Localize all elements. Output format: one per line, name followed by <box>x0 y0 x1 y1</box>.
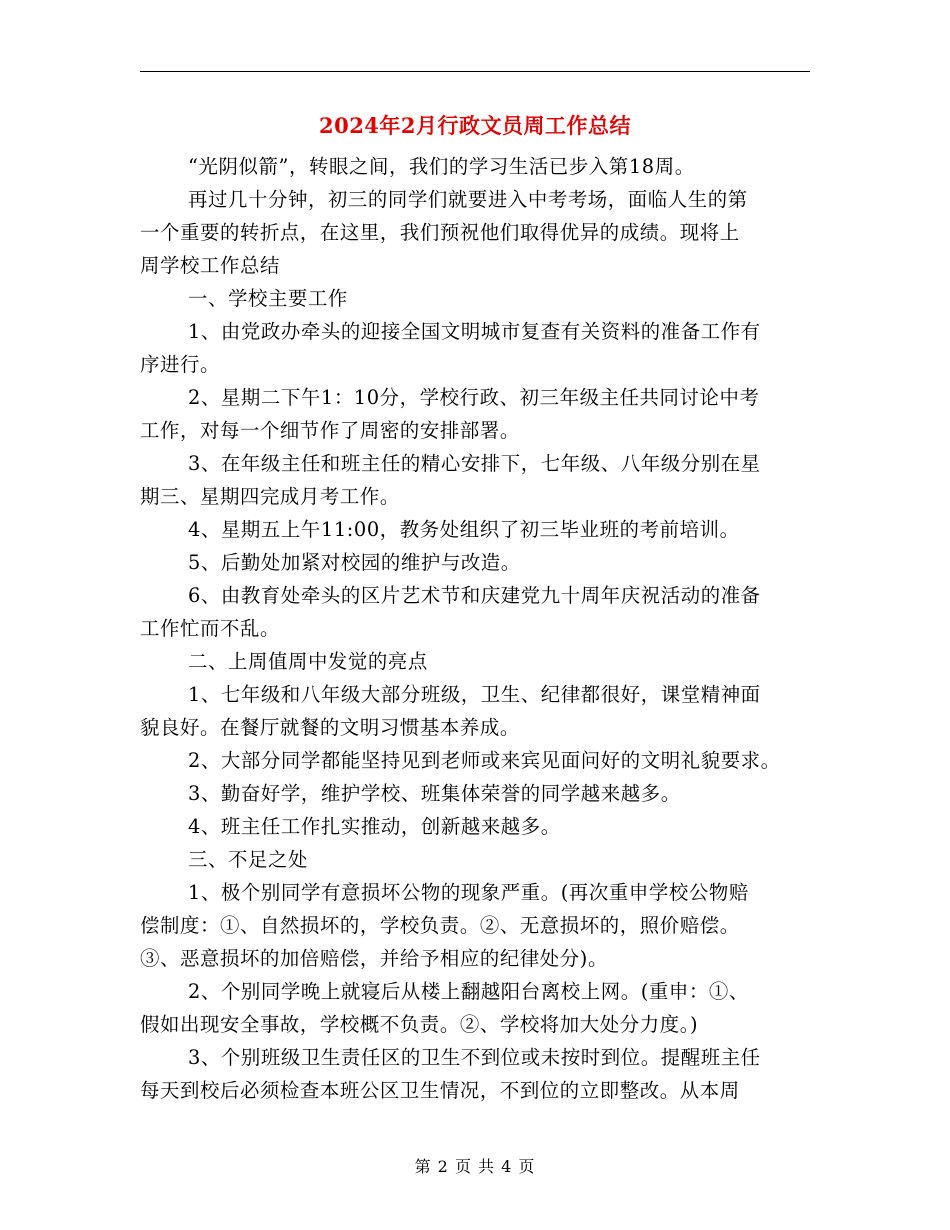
paragraph-line: ③、恶意损坏的加倍赔偿，并给予相应的纪律处分)。 <box>140 947 608 970</box>
paragraph-line: 每天到校后必须检查本班公区卫生情况，不到位的立即整改。从本周 <box>140 1079 740 1102</box>
paragraph-line: 假如出现安全事故，学校概不负责。②、学校将加大处分力度。) <box>140 1013 699 1036</box>
paragraph-line: 期三、星期四完成月考工作。 <box>140 485 400 508</box>
paragraph-line: 4、星期五上午11:00，教务处组织了初三毕业班的考前培训。 <box>188 518 740 541</box>
document-title: 2024年2月行政文员周工作总结 <box>318 113 632 138</box>
paragraph-line: “光阴似箭”，转眼之间，我们的学习生活已步入第18周。 <box>188 155 695 178</box>
paragraph-line: 貌良好。在餐厅就餐的文明习惯基本养成。 <box>140 716 520 739</box>
paragraph-line: 2、个别同学晚上就寝后从楼上翻越阳台离校上网。(重申：①、 <box>188 980 749 1003</box>
paragraph-line: 偿制度：①、自然损坏的，学校负责。②、无意损坏的，照价赔偿。 <box>140 914 740 937</box>
paragraph-line: 5、后勤处加紧对校园的维护与改造。 <box>188 551 521 574</box>
paragraph-line: 3、在年级主任和班主任的精心安排下，七年级、八年级分别在星 <box>188 452 761 475</box>
paragraph-line: 1、极个别同学有意损坏公物的现象严重。(再次重申学校公物赔 <box>188 881 749 904</box>
page-number: 第 2 页 共 4 页 <box>414 1157 536 1176</box>
paragraph-line: 1、由党政办牵头的迎接全国文明城市复查有关资料的准备工作有 <box>188 320 761 343</box>
section-heading: 三、不足之处 <box>188 848 308 871</box>
paragraph-line: 6、由教育处牵头的区片艺术节和庆建党九十周年庆祝活动的准备 <box>188 584 761 607</box>
paragraph-line: 2、星期二下午1：10分，学校行政、初三年级主任共同讨论中考 <box>188 386 760 409</box>
paragraph-line: 工作忙而不乱。 <box>140 617 280 640</box>
paragraph-line: 4、班主任工作扎实推动，创新越来越多。 <box>188 815 561 838</box>
paragraph-line: 周学校工作总结 <box>140 254 280 277</box>
header-rule <box>140 71 810 72</box>
section-heading: 二、上周值周中发觉的亮点 <box>188 650 428 673</box>
section-heading: 一、学校主要工作 <box>188 287 348 310</box>
paragraph-line: 序进行。 <box>140 353 220 376</box>
paragraph-line: 工作，对每一个细节作了周密的安排部署。 <box>140 419 520 442</box>
paragraph-line: 再过几十分钟，初三的同学们就要进入中考考场，面临人生的第 <box>188 188 748 211</box>
paragraph-line: 1、七年级和八年级大部分班级，卫生、纪律都很好，课堂精神面 <box>188 683 761 706</box>
paragraph-line: 一个重要的转折点，在这里，我们预祝他们取得优异的成绩。现将上 <box>140 221 740 244</box>
paragraph-line: 2、大部分同学都能坚持见到老师或来宾见面问好的文明礼貌要求。 <box>188 749 781 772</box>
paragraph-line: 3、勤奋好学，维护学校、班集体荣誉的同学越来越多。 <box>188 782 681 805</box>
paragraph-line: 3、个别班级卫生责任区的卫生不到位或未按时到位。提醒班主任 <box>188 1046 761 1069</box>
